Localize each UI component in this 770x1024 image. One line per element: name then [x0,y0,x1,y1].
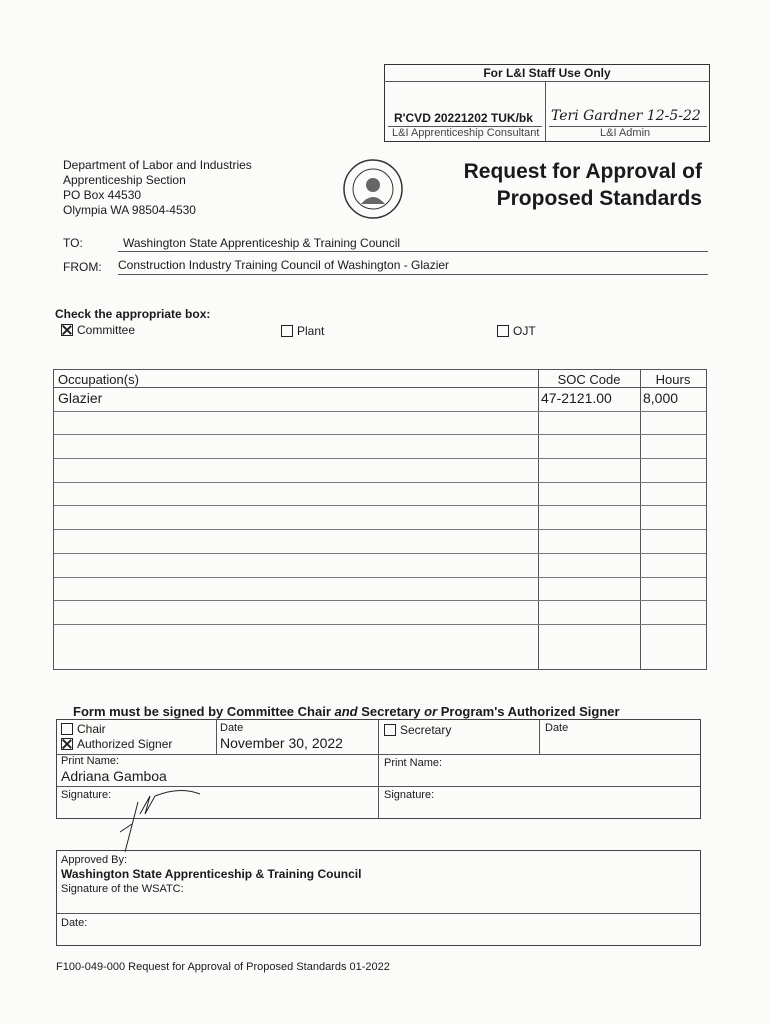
staff-use-header: For L&I Staff Use Only [483,66,611,80]
hours-cell: 8,000 [643,390,679,406]
address-line-1: Department of Labor and Industries [63,158,252,172]
table-row [54,529,706,554]
table-row [54,411,706,436]
sign-heading [73,704,620,719]
approval-date-label: Date: [61,917,88,929]
from-label: FROM: [63,260,102,274]
address-line-2: Apprenticeship Section [63,173,186,187]
from-value: Construction Industry Training Council of Washington - Glazier [118,258,450,272]
header-occupation: Occupation(s) [58,372,139,387]
committee-label: Committee [77,323,136,337]
plant-label: Plant [297,324,325,338]
title-line-1: Request for Approval of [463,160,702,183]
print-name-value: Adriana Gamboa [61,768,167,784]
admin-signature: Teri Gardner 12-5-22 [551,108,701,124]
address-block [63,158,252,218]
table-row [54,600,706,625]
ojt-checkbox[interactable] [497,325,509,337]
print-name-label-2: Print Name: [384,757,443,769]
plant-checkbox[interactable] [281,325,293,337]
header-soc-code: SOC Code [557,372,621,387]
wsatc-signature-label: Signature of the WSATC: [61,883,184,895]
authorized-option[interactable] [61,737,172,751]
sign-heading-part-2: Secretary [357,704,425,719]
sign-heading-or: or [424,704,438,719]
table-row [54,458,706,483]
sign-heading-and: and [334,704,358,719]
chair-label: Chair [77,722,106,736]
table-row [54,434,706,459]
print-name-label-1: Print Name: [61,755,120,767]
date-value: November 30, 2022 [220,735,343,751]
signature-label-1: Signature: [61,789,112,801]
authorized-label: Authorized Signer [77,737,173,751]
form-title [420,158,702,212]
chair-checkbox[interactable] [61,723,73,735]
title-line-2: Proposed Standards [496,187,702,210]
committee-option[interactable] [61,323,135,337]
rcvd-stamp: R'CVD 20221202 TUK/bk [394,111,533,125]
occupations-table [53,369,707,670]
date-label-2: Date [545,722,569,734]
table-row [54,577,706,602]
authorized-checkbox[interactable] [61,738,73,750]
date-label-1: Date [220,722,244,734]
state-seal-icon [342,158,404,220]
consultant-label: L&I Apprenticeship Consultant [392,127,540,139]
header-hours: Hours [655,372,691,387]
table-row [54,387,706,412]
check-heading: Check the appropriate box: [55,307,211,321]
signature-scribble [110,774,210,854]
council-name: Washington State Apprenticeship & Training Council [61,867,362,881]
occupation-cell: Glazier [58,390,103,406]
soc-code-cell: 47-2121.00 [541,390,612,406]
plant-option[interactable] [281,324,324,338]
secretary-option[interactable] [384,723,451,737]
to-value: Washington State Apprenticeship & Training Council [123,236,401,250]
table-row [54,553,706,578]
ojt-label: OJT [513,324,536,338]
admin-label: L&I Admin [600,127,651,139]
sign-heading-part-1: Form must be signed by Committee Chair [73,704,335,719]
approval-table [56,850,701,946]
ojt-option[interactable] [497,324,536,338]
signature-label-2: Signature: [384,789,435,801]
form-footer: F100-049-000 Request for Approval of Proposed Standards 01-2022 [56,961,390,973]
approved-by-label: Approved By: [61,854,128,866]
chair-option[interactable] [61,722,106,736]
to-label: TO: [63,236,83,250]
table-row [54,482,706,507]
table-row [54,624,706,648]
secretary-label: Secretary [400,723,452,737]
committee-checkbox[interactable] [61,324,73,336]
secretary-checkbox[interactable] [384,724,396,736]
sign-heading-part-3: Program's Authorized Signer [437,704,620,719]
address-line-3: PO Box 44530 [63,188,142,202]
address-line-4: Olympia WA 98504-4530 [63,203,196,217]
table-row [54,506,706,531]
